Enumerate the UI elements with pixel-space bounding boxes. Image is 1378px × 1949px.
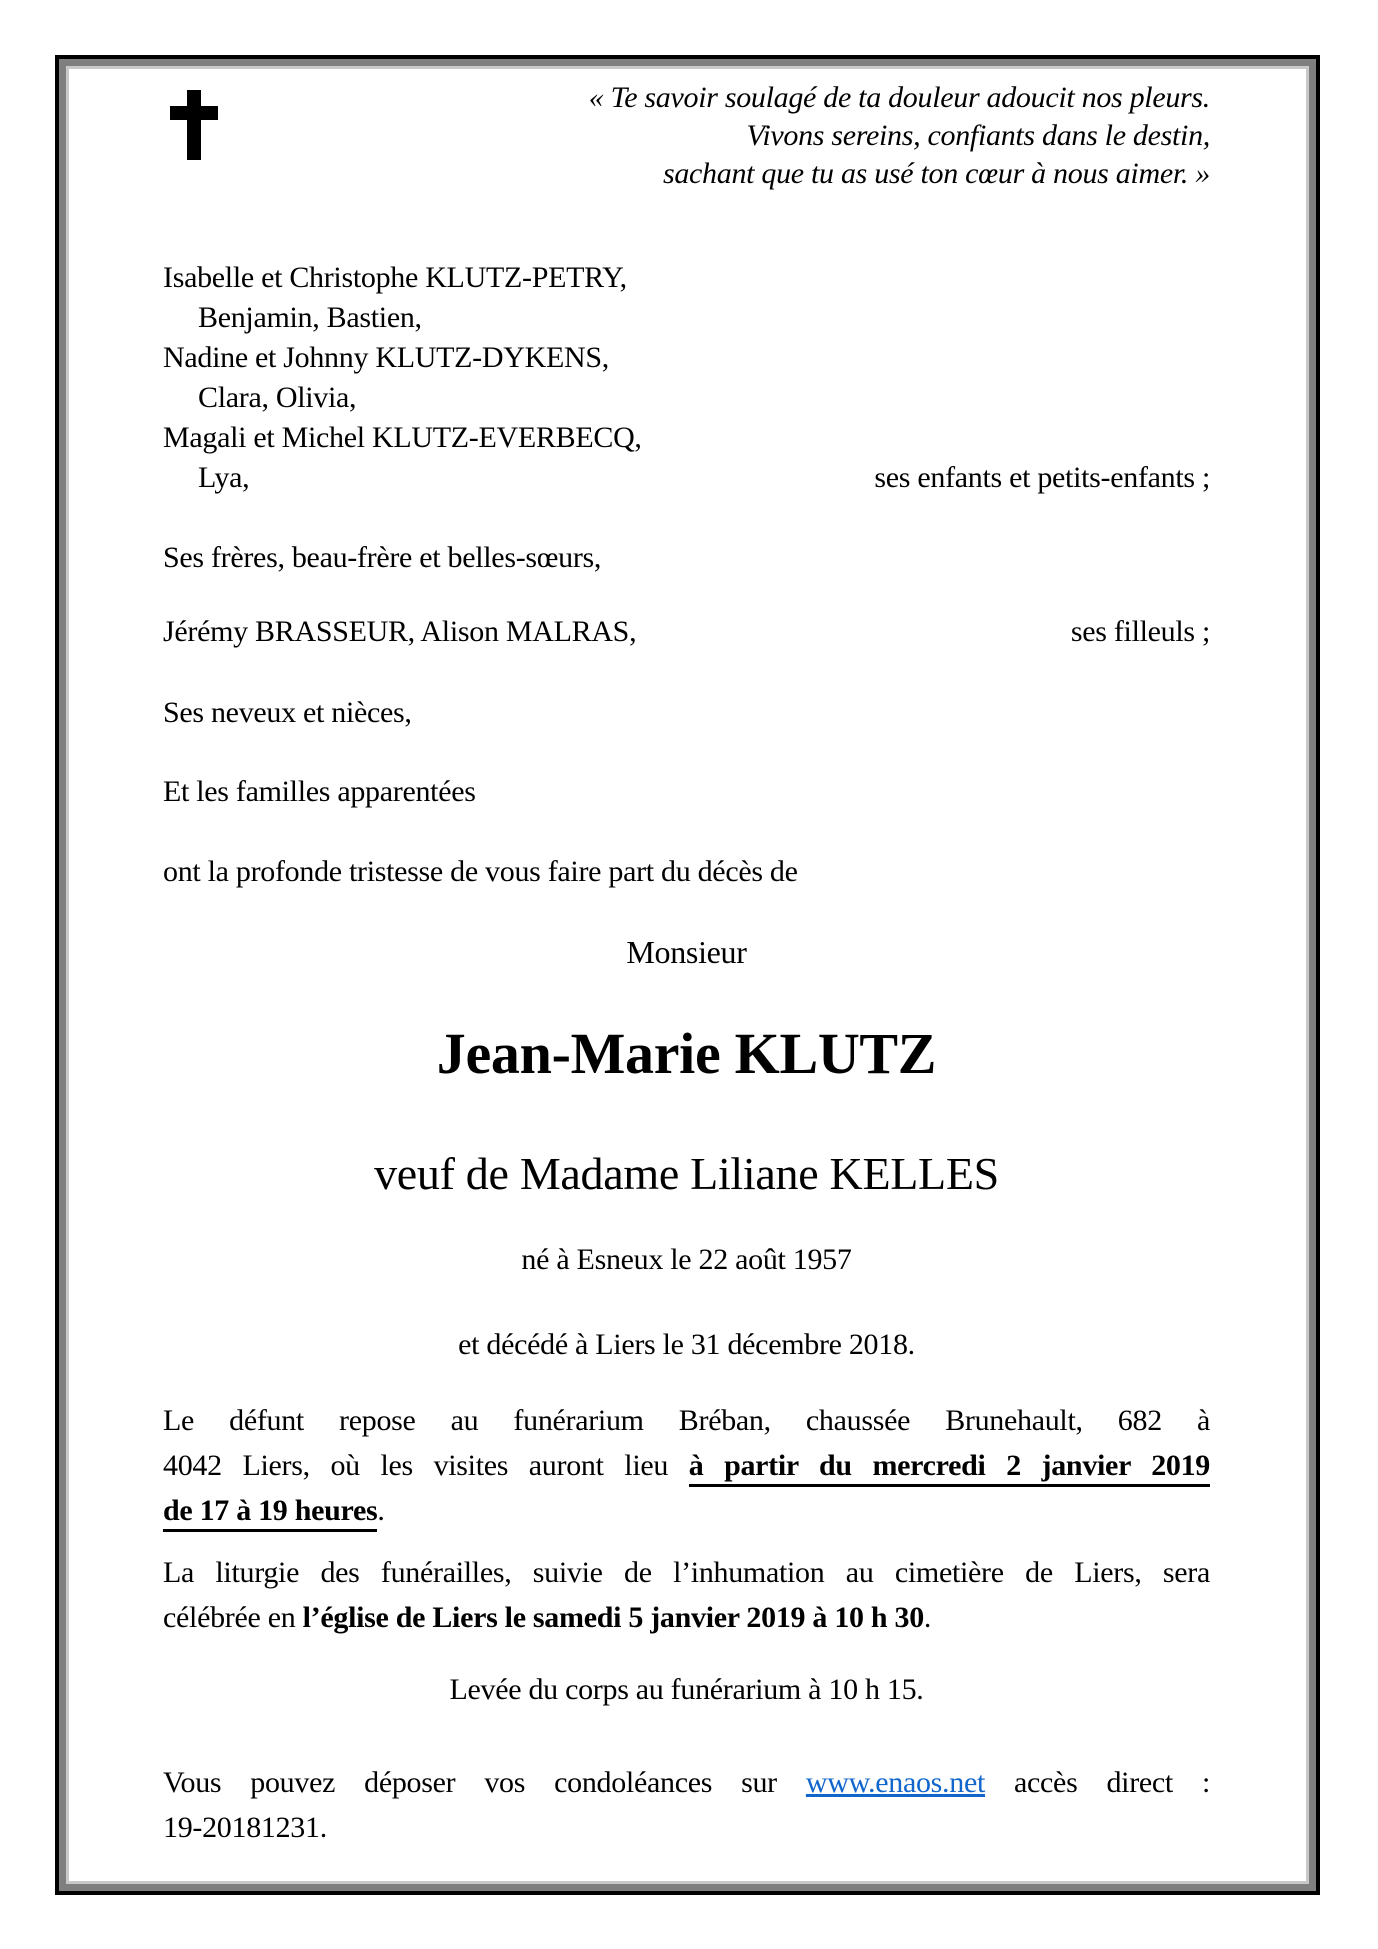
deceased-name: Jean-Marie KLUTZ [436,1021,937,1086]
quote-line-3: sachant que tu as usé ton cœur à nous aimer. » [662,157,1210,190]
visitation-line-3-period: . [377,1494,385,1527]
card-frame-mid [59,59,1316,1891]
condolences-paragraph [163,1760,1210,1850]
visitation-line-3 [163,1488,1210,1533]
header [163,79,1210,193]
enaos-link[interactable]: www.enaos.net [805,1766,985,1799]
family-line: Benjamin, Bastien, [198,301,422,334]
widower-line: veuf de Madame Liliane KELLES [374,1148,999,1199]
funeral-line-2-normal: célébrée en [163,1601,303,1634]
cross-icon [170,90,218,160]
family-line: Clara, Olivia, [198,381,357,414]
related-families-line: Et les familles apparentées [163,775,476,808]
family-last-row [163,458,1210,498]
condolences-line-1 [163,1760,1210,1805]
birth-line: né à Esneux le 22 août 1957 [521,1243,852,1276]
godchildren-label: ses filleuls ; [1070,615,1210,648]
condolences-line-2: 19-20181231. [163,1811,327,1844]
visitation-line-2-normal: 4042 Liers, où les visites auront lieu [163,1449,689,1482]
funeral-line-1: La liturgie des funérailles, suivie de l’inhumation au cimetière de Liers, sera [163,1556,1210,1589]
family-line: Isabelle et Christophe KLUTZ-PETRY, [163,261,627,294]
quote-line-2: Vivons sereins, confiants dans le destin, [746,119,1210,152]
funeral-paragraph [163,1550,1210,1640]
condolences-before-link: Vous pouvez déposer vos condoléances sur [163,1766,806,1799]
visitation-line-2 [163,1443,1210,1488]
honorific: Monsieur [626,934,747,970]
death-line: et décédé à Liers le 31 décembre 2018. [458,1328,915,1361]
quote-line-1: « Te savoir soulagé de ta douleur adoucit nos pleurs. [588,81,1210,114]
condolences-after-link: accès direct : [985,1766,1210,1799]
godchildren-row [163,612,1210,652]
visitation-line-3-highlight: de 17 à 19 heures [163,1494,377,1532]
family-line: Lya, [198,461,250,494]
nephews-line: Ses neveux et nièces, [163,696,412,729]
levee-line: Levée du corps au funérarium à 10 h 15. [449,1673,924,1706]
funeral-line-2-period: . [923,1601,932,1634]
family-line: Magali et Michel KLUTZ-EVERBECQ, [163,421,642,454]
visitation-line-1: Le défunt repose au funérarium Bréban, chaussée Brunehault, 682 à [163,1404,1210,1437]
card-frame-outer [55,55,1320,1895]
card-frame-inner [66,66,1309,1884]
card-content [69,69,1306,1850]
memorial-quote [589,79,1210,193]
visitation-line-2-highlight: à partir du mercredi 2 janvier 2019 [689,1449,1210,1487]
visitation-paragraph [163,1398,1210,1533]
announcement-intro: ont la profonde tristesse de vous faire part du décès de [163,855,798,888]
family-line: Nadine et Johnny KLUTZ-DYKENS, [163,341,609,374]
siblings-line: Ses frères, beau-frère et belles-sœurs, [163,541,602,574]
funeral-line-2 [163,1595,1210,1640]
family-list [163,258,1210,498]
godchildren-names: Jérémy BRASSEUR, Alison MALRAS, [163,615,637,648]
children-label: ses enfants et petits-enfants ; [874,461,1210,494]
funeral-line-2-highlight: l’église de Liers le samedi 5 janvier 2019 à 10 h 30 [302,1601,924,1634]
